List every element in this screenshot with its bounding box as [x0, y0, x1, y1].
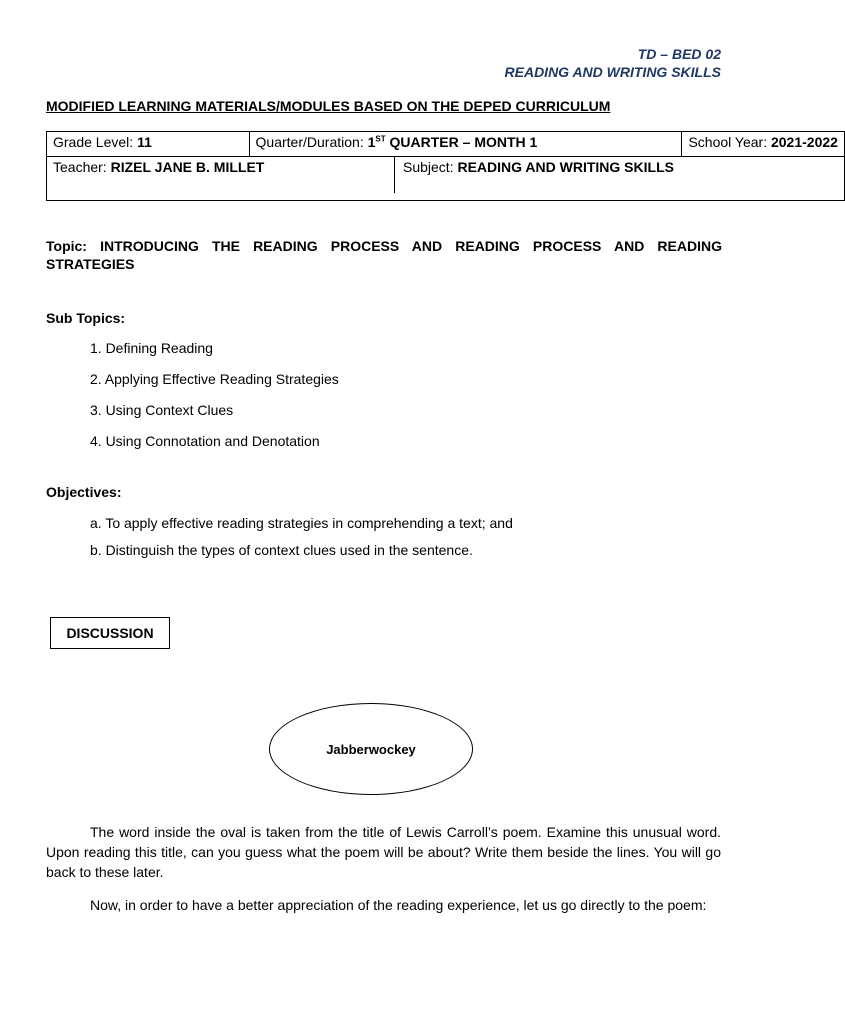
course-subject: READING AND WRITING SKILLS	[504, 64, 721, 80]
info-table	[46, 131, 845, 201]
objective-item: a. To apply effective reading strategies in comprehending a text; and	[90, 515, 513, 531]
quarter-cell	[249, 132, 682, 157]
topic-heading: Topic: INTRODUCING THE READING PROCESS AND READING PROCESS AND READING STRATEGIES	[46, 238, 722, 272]
quarter-label: Quarter/Duration:	[255, 134, 364, 150]
quarter-value: QUARTER – MONTH 1	[389, 134, 538, 150]
teacher-label: Teacher:	[53, 158, 107, 175]
grade-label: Grade Level:	[53, 134, 134, 150]
paragraph: Now, in order to have a better appreciation of the reading experience, let us go directly to the poem:	[90, 897, 707, 913]
subject-value: READING AND WRITING SKILLS	[457, 158, 674, 175]
paragraph: The word inside the oval is taken from the title of Lewis Carroll’s poem. Examine this unusual word. Upon reading this title, can you guess what the poem will be about? Write them beside the lines. You will go back to these later.	[46, 824, 721, 880]
course-code: TD – BED 02	[637, 46, 721, 62]
info-row-2	[47, 156, 845, 200]
objectives-label: Objectives:	[46, 484, 122, 500]
subtopic-item: 2. Applying Effective Reading Strategies	[90, 371, 339, 387]
year-cell	[682, 132, 844, 157]
teacher-value: RIZEL JANE B. MILLET	[110, 158, 265, 175]
year-value: 2021-2022	[770, 134, 838, 150]
year-label: School Year:	[688, 134, 768, 150]
teacher-cell	[47, 156, 682, 200]
discussion-box: DISCUSSION	[50, 617, 170, 649]
document-header	[505, 45, 721, 81]
quarter-suffix: ST	[375, 134, 386, 144]
page-title: MODIFIED LEARNING MATERIALS/MODULES BASED ON THE DEPED CURRICULUM	[46, 98, 611, 114]
subtopic-item: 4. Using Connotation and Denotation	[90, 433, 320, 449]
info-row-1	[47, 132, 845, 157]
subject-cell-tail	[682, 156, 844, 200]
grade-value: 11	[137, 134, 152, 150]
subtopic-item: 1. Defining Reading	[90, 340, 213, 356]
grade-cell	[47, 132, 250, 157]
subtopics-label: Sub Topics:	[46, 310, 126, 326]
word-oval: Jabberwockey	[269, 703, 473, 795]
subtopic-item: 3. Using Context Clues	[90, 402, 234, 418]
quarter-number: 1	[367, 134, 376, 150]
objective-item: b. Distinguish the types of context clues used in the sentence.	[90, 542, 473, 558]
subject-label: Subject:	[403, 158, 454, 175]
